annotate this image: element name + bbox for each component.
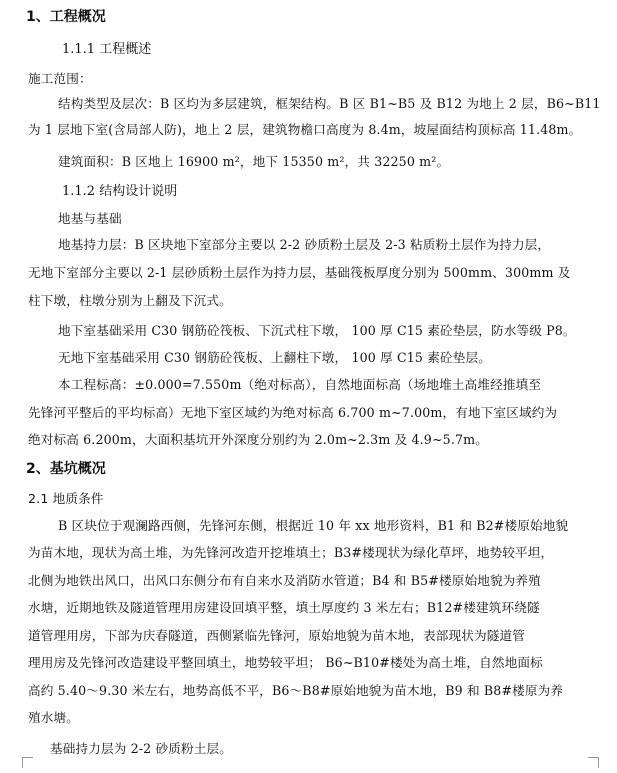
geology-line: 高约 5.40～9.30 米左右，地势高低不平，B6～B8#原始地貌为苗木地，B9 和 B8#楼原为养: [28, 683, 564, 698]
basement-foundation-line: 地下室基础采用 C30 钢筋砼筏板、下沉式柱下墩， 100 厚 C15 素砼垫层，防水等级 P8。: [58, 323, 576, 338]
foundation-heading: 地基与基础: [58, 211, 122, 226]
elevation-line-2: 先锋河平整后的平均标高）无地下室区域约为绝对标高 6.700 m~7.00m，有地下室区域约为: [28, 405, 558, 420]
elevation-line-1: 本工程标高：±0.000=7.550m（绝对标高），自然地面标高（场地堆土高堆经推填至: [58, 377, 542, 392]
bearing-line-1: 地基持力层：B 区块地下室部分主要以 2-2 砂质粉土层及 2-3 粘质粉土层作为持力层，: [58, 237, 551, 252]
subsection-1-1-1-heading: 1.1.1 工程概述: [62, 42, 152, 57]
subsection-2-1-heading: 2.1 地质条件: [28, 491, 104, 506]
geology-line: 殖水塘。: [28, 710, 79, 725]
bearing-line-3: 柱下墩，柱墩分别为上翻及下沉式。: [28, 293, 232, 308]
bearing-line-2: 无地下室部分主要以 2-1 层砂质粉土层作为持力层，基础筏板厚度分别为 500mm、300mm 及: [28, 265, 571, 280]
geology-line: 理用房及先锋河改造建设平整回填土，地势较平坦； B6~B10#楼处为高土堆，自然地面标: [28, 655, 543, 670]
no-basement-foundation-line: 无地下室基础采用 C30 钢筋砼筏板、上翻柱下墩， 100 厚 C15 素砼垫层。: [58, 350, 491, 365]
scope-label: 施工范围：: [28, 71, 92, 86]
geology-line: B 区块位于观澜路西侧，先锋河东侧，根据近 10 年 xx 地形资料，B1 和 B2#楼原始地貌: [58, 518, 569, 533]
geology-line: 道管理用房，下部为庆春隧道，西侧紧临先锋河，原始地貌为苗木地，表部现状为隧道管: [28, 628, 526, 643]
section-1-heading: 1、工程概况: [26, 9, 106, 25]
structure-line-2: 为 1 层地下室(含局部人防)，地上 2 层，建筑物檐口高度为 8.4m，坡屋面结构顶标高 11.48m。: [28, 122, 582, 137]
area-line: 建筑面积：B 区地上 16900 m²，地下 15350 m²，共 32250 m²。: [58, 154, 450, 169]
geology-line: 为苗木地，现状为高土堆，为先锋河改造开挖堆填土；B3#楼现状为绿化草坪，地势较平坦，: [28, 545, 554, 560]
section-2-heading: 2、基坑概况: [26, 461, 106, 477]
subsection-1-1-2-heading: 1.1.2 结构设计说明: [62, 184, 178, 199]
geology-line: 北侧为地铁出风口，出风口东侧分布有自来水及消防水管道；B4 和 B5#楼原始地貌为养殖: [28, 573, 541, 588]
geology-line: 水塘，近期地铁及隧道管理用房建设回填平整，填土厚度约 3 米左右；B12#楼建筑环绕隧: [28, 600, 540, 615]
structure-line-1: 结构类型及层次：B 区均为多层建筑，框架结构。B 区 B1~B5 及 B12 为地上 2 层，B6~B11: [58, 96, 601, 111]
bearing-layer-line: 基础持力层为 2-2 砂质粉土层。: [50, 741, 232, 756]
page-corner-mark-left: [22, 757, 33, 768]
elevation-line-3: 绝对标高 6.200m，大面积基坑开外深度分别约为 2.0m~2.3m 及 4.9~5.7m。: [28, 432, 488, 447]
page-corner-mark-right: [588, 757, 599, 768]
